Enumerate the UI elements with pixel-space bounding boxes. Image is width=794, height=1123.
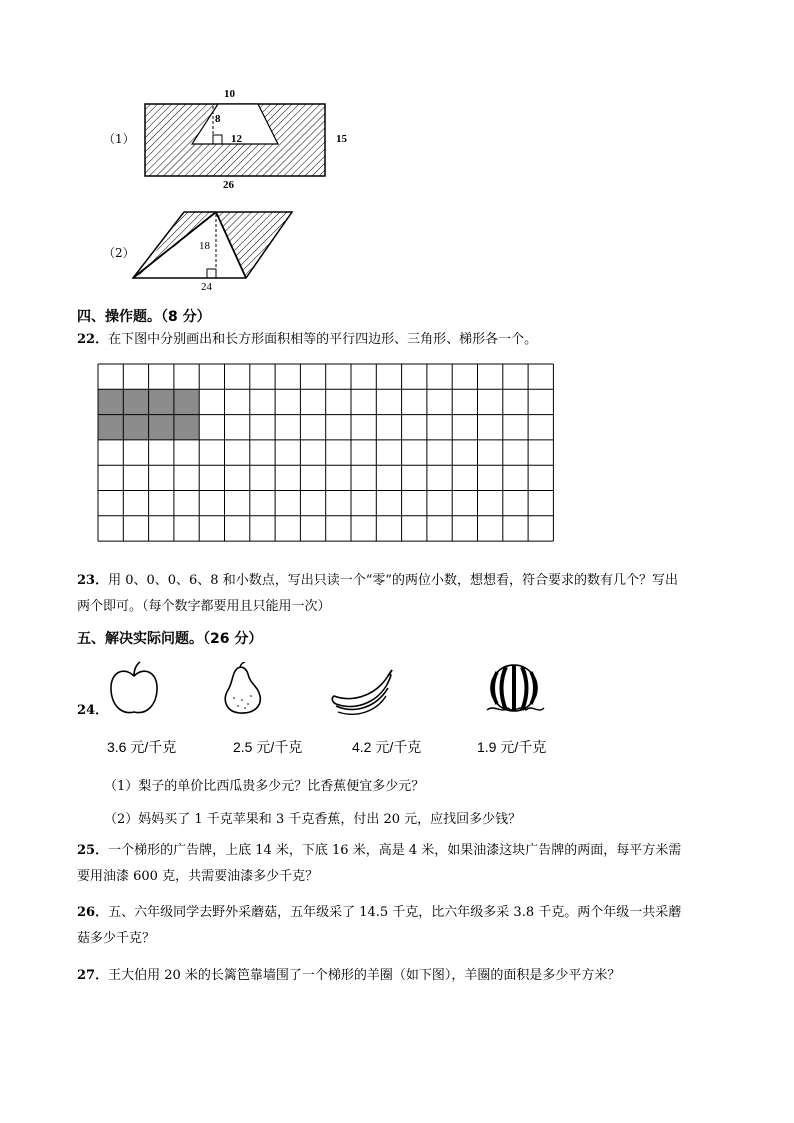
banana-icon — [330, 668, 394, 716]
section4-heading: 四、操作题。（8 分） — [77, 309, 211, 325]
question-text-line2: 菇多少千克？ — [77, 931, 156, 946]
figure1-label: （1） — [103, 132, 135, 146]
question-23 — [77, 568, 777, 620]
question-22 — [77, 327, 537, 353]
figure2-height-dim: 18 — [199, 240, 210, 252]
figure2-base-dim: 24 — [201, 281, 212, 293]
question-text-line1: 五、六年级同学去野外采蘑菇，五年级采了 14.5 千克，比六年级多采 3.8 千克。两个年级一共采蘑 — [108, 905, 682, 920]
pear-price: 2.5 元/千克 — [233, 739, 303, 755]
question-number: 26． — [77, 905, 109, 920]
banana-price: 4.2 元/千克 — [352, 739, 422, 755]
question-number: 27． — [77, 968, 109, 983]
question-text-line1: 王大伯用 20 米的长篱笆靠墙围了一个梯形的羊圈（如下图），羊圈的面积是多少平方米？ — [108, 968, 621, 983]
question-25 — [77, 838, 777, 890]
question-26 — [77, 900, 777, 952]
figure1-bottom-dim: 26 — [223, 179, 234, 191]
question-number: 25． — [77, 843, 109, 858]
question-24-number: 24． — [77, 703, 109, 718]
hatched-right-triangle — [216, 212, 292, 278]
figure1-right-dim: 15 — [336, 133, 347, 145]
figure1-base-dim: 12 — [231, 133, 242, 145]
figure1-diagram — [140, 86, 360, 190]
figure1-height-dim: 8 — [215, 113, 221, 125]
question-text: 在下图中分别画出和长方形面积相等的平行四边形、三角形、梯形各一个。 — [108, 332, 538, 347]
watermelon-price: 1.9 元/千克 — [477, 739, 547, 755]
question-27 — [77, 963, 777, 989]
apple-price: 3.6 元/千克 — [107, 739, 177, 755]
question-24-sub1: （1）梨子的单价比西瓜贵多少元？比香蕉便宜多少元？ — [104, 779, 425, 794]
watermelon-icon — [484, 660, 546, 716]
figure2-label: （2） — [103, 246, 135, 260]
question-text-line2: 两个即可。（每个数字都要用且只能用一次） — [77, 599, 331, 614]
question-text-line2: 要用油漆 600 克，共需要油漆多少千克？ — [77, 869, 319, 884]
apple-icon — [106, 660, 162, 718]
figure1-top-dim: 10 — [224, 88, 235, 100]
question-number: 23． — [77, 573, 109, 588]
question-text-line1: 一个梯形的广告牌，上底 14 米，下底 16 米，高是 4 米，如果油漆这块广告牌的两面，每平方米需 — [108, 843, 682, 858]
right-angle-mark — [207, 269, 216, 278]
pear-icon — [218, 662, 272, 716]
question-number: 22． — [77, 332, 109, 347]
drawing-grid[interactable] — [97, 363, 555, 559]
section5-heading: 五、解决实际问题。（26 分） — [77, 631, 263, 647]
question-text-line1: 用 0、0、0、6、8 和小数点，写出只读一个“零”的两位小数，想想看，符合要求的数有几个？写出 — [108, 573, 679, 588]
question-24-sub2: （2）妈妈买了 1 千克苹果和 3 千克香蕉，付出 20 元，应找回多少钱？ — [104, 812, 522, 827]
figure2-diagram — [128, 208, 300, 284]
